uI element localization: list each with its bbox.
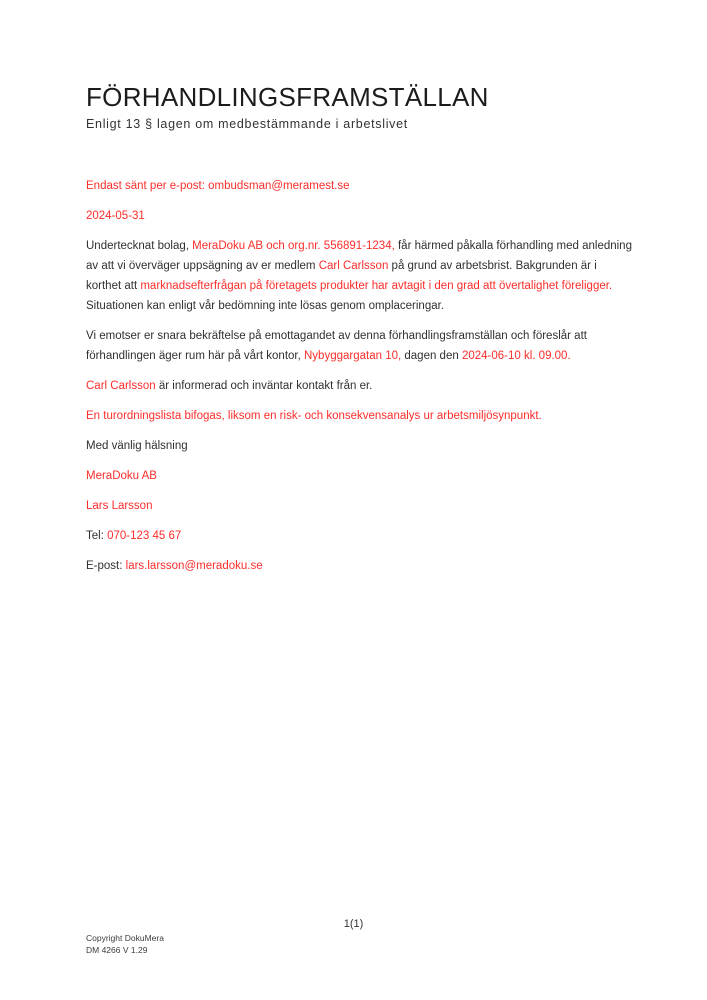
copyright-line: Copyright DokuMera: [86, 933, 164, 943]
static-text: på grund av arbetsbrist. Bakgrunden är i korthet att: [86, 260, 597, 292]
template-field-text: MeraDoku AB: [86, 470, 157, 482]
document-body: [86, 176, 632, 576]
template-field-text: 070-123 45 67: [107, 530, 182, 542]
static-text: Med vänlig hälsning: [86, 440, 188, 452]
footer-copyright-block: [86, 933, 164, 956]
template-field-text: Carl Carlsson: [86, 380, 156, 392]
template-field-text: Endast sänt per e-post: ombudsman@meramest.se: [86, 180, 350, 192]
paragraph-member-informed: [86, 376, 632, 396]
template-field-text: lars.larsson@meradoku.se: [125, 560, 263, 572]
paragraph-company: [86, 466, 632, 486]
static-text: E-post:: [86, 560, 126, 572]
template-field-text: Lars Larsson: [86, 500, 153, 512]
paragraph-delivery-method: [86, 176, 632, 196]
page-number: 1(1): [343, 918, 364, 930]
paragraph-email: [86, 556, 632, 576]
static-text: Tel:: [86, 530, 108, 542]
page-title: FÖRHANDLINGSFRAMSTÄLLAN: [86, 82, 489, 112]
document-content: [86, 82, 632, 586]
template-field-text: marknadsefterfrågan på företagets produkter har avtagit i den grad att övertalighet föreligger.: [140, 280, 613, 292]
static-text: Vi emotser er snara bekräftelse på emottagandet av denna förhandlingsframställan och föreslår att förhandlingen äger rum här på vårt kontor,: [86, 330, 587, 362]
template-field-text: 2024-05-31: [86, 210, 145, 222]
page-subtitle: Enligt 13 § lagen om medbestämmande i arbetslivet: [86, 117, 408, 131]
paragraph-phone: [86, 526, 632, 546]
template-field-text: Nybyggargatan 10,: [304, 350, 402, 362]
static-text: är informerad och inväntar kontakt från er.: [155, 380, 373, 392]
paragraph-closing: [86, 436, 632, 456]
paragraph-meeting-proposal: [86, 326, 632, 366]
paragraph-date: [86, 206, 632, 226]
static-text: Situationen kan enligt vår bedömning inte lösas genom omplaceringar.: [86, 300, 444, 312]
template-field-text: En turordningslista bifogas, liksom en risk- och konsekvensanalys ur arbetsmiljösynpunkt.: [86, 410, 542, 422]
template-field-text: MeraDoku AB och org.nr. 556891-1234,: [192, 240, 395, 252]
doc-id-line: DM 4266 V 1.29: [86, 944, 148, 955]
paragraph-signatory: [86, 496, 632, 516]
static-text: Undertecknat bolag,: [86, 240, 193, 252]
static-text: dagen den: [401, 350, 462, 362]
paragraph-attachments: [86, 406, 632, 426]
template-field-text: 2024-06-10 kl. 09.00.: [461, 350, 571, 362]
paragraph-body-1: [86, 236, 632, 316]
static-text: får härmed påkalla förhandling med anledning av att vi överväger uppsägning av er medlem: [86, 240, 632, 272]
template-field-text: Carl Carlsson: [318, 260, 389, 272]
